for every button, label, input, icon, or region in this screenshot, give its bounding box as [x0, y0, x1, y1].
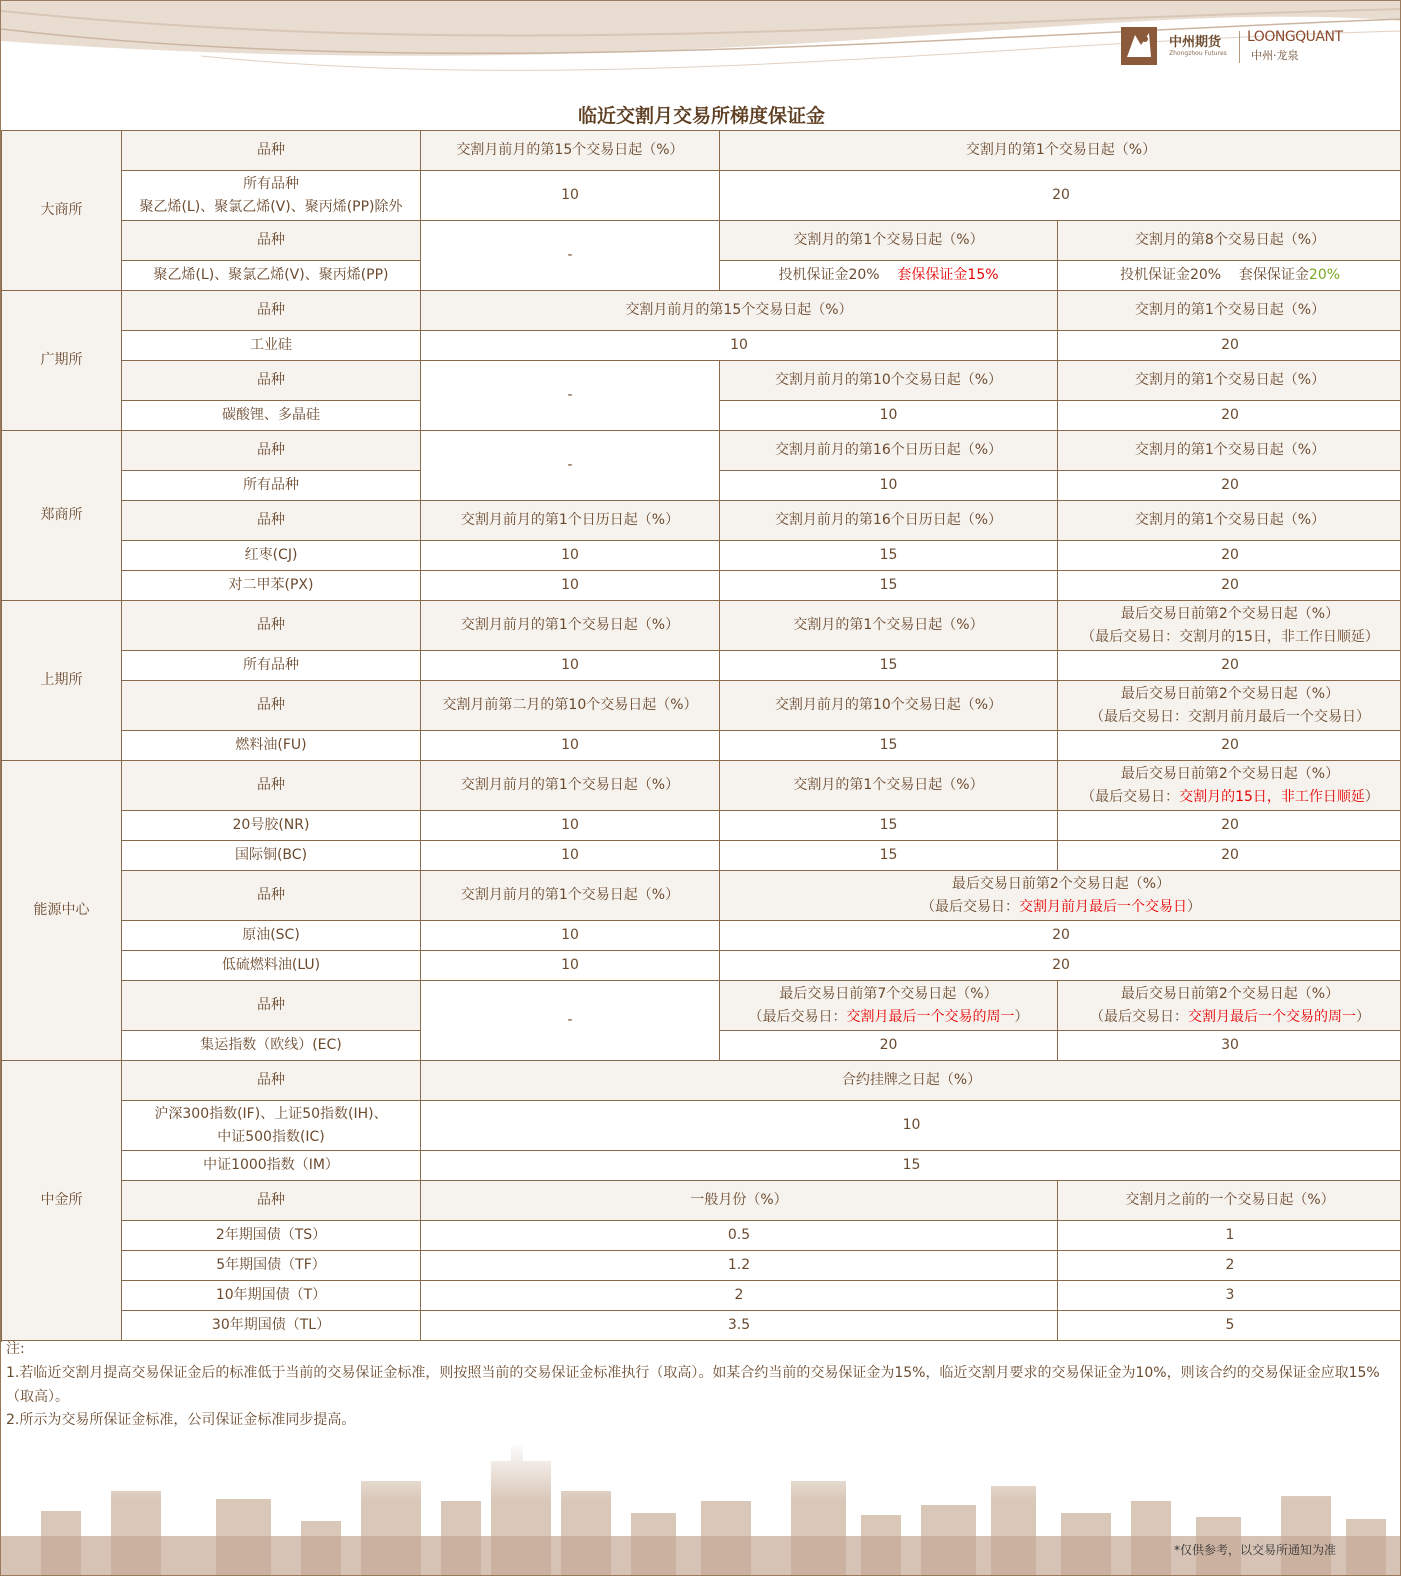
value-cell: 15 — [720, 571, 1058, 601]
header-cell: 最后交易日前第2个交易日起（%） （最后交易日：交割月的15日，非工作日顺延） — [1058, 601, 1401, 651]
value-cell: 20 — [1058, 331, 1401, 361]
variety-cell: 原油(SC) — [122, 921, 421, 951]
value-cell: 20 — [720, 1031, 1058, 1061]
value-cell: 3 — [1058, 1281, 1401, 1311]
header-cell: 品种 — [122, 361, 421, 401]
disclaimer-text: *仅供参考，以交易所通知为准 — [1173, 1543, 1336, 1557]
value-cell: 15 — [720, 541, 1058, 571]
value-cell: 15 — [720, 731, 1058, 761]
value-cell: 20 — [720, 921, 1401, 951]
header-cell: 品种 — [122, 131, 421, 171]
header-cell: 交割月的第1个交易日起（%） — [1058, 501, 1401, 541]
variety-cell: 中证1000指数（IM） — [122, 1151, 421, 1181]
table-row — [2, 331, 1401, 361]
table-row — [2, 1281, 1401, 1311]
header-cell: 交割月前月的第15个交易日起（%） — [421, 291, 1058, 331]
value-cell: 20 — [720, 171, 1401, 221]
header-cell: 品种 — [122, 501, 421, 541]
table-row — [2, 761, 1401, 811]
value-cell: 15 — [421, 1151, 1401, 1181]
variety-cell: 沪深300指数(IF)、上证50指数(IH)、 中证500指数(IC) — [122, 1101, 421, 1151]
value-cell: 20 — [720, 951, 1401, 981]
header-cell: 交割月前月的第1个交易日起（%） — [421, 601, 720, 651]
table-row — [2, 871, 1401, 921]
header-cell: 最后交易日前第2个交易日起（%） （最后交易日：交割月前月最后一个交易日） — [1058, 681, 1401, 731]
variety-cell: 聚乙烯(L)、聚氯乙烯(V)、聚丙烯(PP) — [122, 261, 421, 291]
table-row — [2, 1061, 1401, 1101]
header-cell: 交割月的第8个交易日起（%） — [1058, 221, 1401, 261]
exchange-gfex: 广期所 — [2, 291, 122, 431]
variety-cell: 所有品种 — [122, 471, 421, 501]
header-cell: 品种 — [122, 1181, 421, 1221]
value-cell: 20 — [1058, 731, 1401, 761]
logo-en-text: Zhongzhou Futures — [1169, 50, 1227, 57]
brand-logo — [1121, 25, 1371, 69]
header-cell: 交割月前月的第1个交易日起（%） — [421, 761, 720, 811]
header-cell: 交割月前月的第10个交易日起（%） — [720, 361, 1058, 401]
value-cell: 10 — [421, 331, 1058, 361]
value-cell: 15 — [720, 841, 1058, 871]
note-item: 2.所示为交易所保证金标准，公司保证金标准同步提高。 — [6, 1412, 356, 1429]
table-row — [2, 361, 1401, 401]
exchange-dce: 大商所 — [2, 131, 122, 291]
variety-cell: 5年期国债（TF） — [122, 1251, 421, 1281]
exchange-czce: 郑商所 — [2, 431, 122, 601]
value-cell: 投机保证金20% 套保保证金15% — [720, 261, 1058, 291]
value-cell: 2 — [421, 1281, 1058, 1311]
value-cell: - — [421, 981, 720, 1061]
header-cell: 交割月的第1个交易日起（%） — [720, 131, 1401, 171]
variety-cell: 所有品种 — [122, 651, 421, 681]
page-title: 临近交割月交易所梯度保证金 — [577, 105, 825, 127]
header-cell: 最后交易日前第2个交易日起（%） （最后交易日：交割月的15日，非工作日顺延） — [1058, 761, 1401, 811]
header-cell: 品种 — [122, 981, 421, 1031]
variety-cell: 2年期国债（TS） — [122, 1221, 421, 1251]
logo-quant-cn-text: 中州·龙泉 — [1251, 49, 1299, 62]
value-cell: 10 — [421, 171, 720, 221]
variety-cell: 碳酸锂、多晶硅 — [122, 401, 421, 431]
header-cell: 交割月前第二月的第10个交易日起（%） — [421, 681, 720, 731]
header-cell: 一般月份（%） — [421, 1181, 1058, 1221]
exchange-shfe: 上期所 — [2, 601, 122, 761]
header-cell: 交割月的第1个交易日起（%） — [720, 221, 1058, 261]
value-cell: 10 — [720, 401, 1058, 431]
table-row — [2, 1181, 1401, 1221]
table-row — [2, 1151, 1401, 1181]
table-row — [2, 1251, 1401, 1281]
table-row — [2, 731, 1401, 761]
logo-cn-text: 中州期货 — [1169, 35, 1222, 50]
header-cell: 品种 — [122, 601, 421, 651]
header-cell: 最后交易日前第7个交易日起（%） （最后交易日：交割月最后一个交易的周一） — [720, 981, 1058, 1031]
notes-label: 注: — [6, 1341, 25, 1357]
variety-cell: 国际铜(BC) — [122, 841, 421, 871]
value-cell: 20 — [1058, 401, 1401, 431]
value-cell: 15 — [720, 811, 1058, 841]
header-cell: 交割月前月的第1个交易日起（%） — [421, 871, 720, 921]
header-cell: 交割月前月的第16个日历日起（%） — [720, 501, 1058, 541]
value-cell: 20 — [1058, 541, 1401, 571]
value-cell: 投机保证金20% 套保保证金20% — [1058, 261, 1401, 291]
header-cell: 交割月前月的第15个交易日起（%） — [421, 131, 720, 171]
table-row — [2, 651, 1401, 681]
variety-cell: 30年期国债（TL） — [122, 1311, 421, 1341]
table-row — [2, 981, 1401, 1031]
logo-divider — [1239, 31, 1240, 63]
value-cell: 10 — [421, 651, 720, 681]
header-cell: 品种 — [122, 1061, 421, 1101]
notes-section — [6, 1338, 1396, 1433]
table-row — [2, 571, 1401, 601]
header-cell: 交割月的第1个交易日起（%） — [720, 601, 1058, 651]
exchange-ine: 能源中心 — [2, 761, 122, 1061]
note-item: 1.若临近交割月提高交易保证金后的标准低于当前的交易保证金标准，则按照当前的交易保证金标准执行（取高）。如某合约当前的交易保证金为15%，临近交割月要求的交易保证金为10%，则该合约的交易保证金应取15%（取高）。 — [6, 1364, 1380, 1405]
value-cell: 2 — [1058, 1251, 1401, 1281]
table-row — [2, 171, 1401, 221]
margin-table — [1, 130, 1401, 1341]
header-cell: 交割月的第1个交易日起（%） — [720, 761, 1058, 811]
table-row — [2, 291, 1401, 331]
header-cell: 交割月前月的第10个交易日起（%） — [720, 681, 1058, 731]
header-cell: 交割月的第1个交易日起（%） — [1058, 291, 1401, 331]
header-cell: 品种 — [122, 761, 421, 811]
header-cell: 品种 — [122, 681, 421, 731]
table-row — [2, 951, 1401, 981]
table-row — [2, 501, 1401, 541]
value-cell: 10 — [421, 731, 720, 761]
variety-cell: 集运指数（欧线）(EC) — [122, 1031, 421, 1061]
table-row — [2, 681, 1401, 731]
exchange-cffex: 中金所 — [2, 1061, 122, 1341]
value-cell: 10 — [421, 811, 720, 841]
header-cell: 最后交易日前第2个交易日起（%） （最后交易日：交割月前月最后一个交易日） — [720, 871, 1401, 921]
table-row — [2, 541, 1401, 571]
value-cell: 15 — [720, 651, 1058, 681]
variety-cell: 燃料油(FU) — [122, 731, 421, 761]
value-cell: 10 — [421, 921, 720, 951]
header-cell: 品种 — [122, 871, 421, 921]
variety-cell: 红枣(CJ) — [122, 541, 421, 571]
value-cell: 20 — [1058, 841, 1401, 871]
header-cell: 交割月之前的一个交易日起（%） — [1058, 1181, 1401, 1221]
value-cell: 3.5 — [421, 1311, 1058, 1341]
value-cell: 30 — [1058, 1031, 1401, 1061]
value-cell: 1 — [1058, 1221, 1401, 1251]
table-row — [2, 221, 1401, 261]
header-cell: 品种 — [122, 431, 421, 471]
header-cell: 品种 — [122, 221, 421, 261]
zhongzhou-logo-icon — [1121, 27, 1157, 65]
table-row — [2, 1101, 1401, 1151]
table-row — [2, 811, 1401, 841]
value-cell: - — [421, 221, 720, 291]
value-cell: 20 — [1058, 571, 1401, 601]
value-cell: 10 — [421, 571, 720, 601]
value-cell: 1.2 — [421, 1251, 1058, 1281]
variety-cell: 工业硅 — [122, 331, 421, 361]
value-cell: 10 — [421, 541, 720, 571]
table-row — [2, 1221, 1401, 1251]
value-cell: 5 — [1058, 1311, 1401, 1341]
value-cell: - — [421, 361, 720, 431]
value-cell: 10 — [720, 471, 1058, 501]
variety-cell: 低硫燃料油(LU) — [122, 951, 421, 981]
value-cell: - — [421, 431, 720, 501]
table-row — [2, 431, 1401, 471]
header-cell: 合约挂牌之日起（%） — [421, 1061, 1401, 1101]
header-cell: 交割月前月的第1个日历日起（%） — [421, 501, 720, 541]
value-cell: 10 — [421, 951, 720, 981]
table-row — [2, 1311, 1401, 1341]
header-cell: 品种 — [122, 291, 421, 331]
variety-cell: 20号胶(NR) — [122, 811, 421, 841]
value-cell: 20 — [1058, 651, 1401, 681]
table-row — [2, 841, 1401, 871]
variety-cell: 10年期国债（T） — [122, 1281, 421, 1311]
variety-cell: 对二甲苯(PX) — [122, 571, 421, 601]
value-cell: 20 — [1058, 811, 1401, 841]
table-row — [2, 921, 1401, 951]
variety-cell: 所有品种 聚乙烯(L)、聚氯乙烯(V)、聚丙烯(PP)除外 — [122, 171, 421, 221]
header-cell: 交割月前月的第16个日历日起（%） — [720, 431, 1058, 471]
table-row — [2, 601, 1401, 651]
value-cell: 10 — [421, 1101, 1401, 1151]
value-cell: 0.5 — [421, 1221, 1058, 1251]
header-cell: 最后交易日前第2个交易日起（%） （最后交易日：交割月最后一个交易的周一） — [1058, 981, 1401, 1031]
header-cell: 交割月的第1个交易日起（%） — [1058, 361, 1401, 401]
value-cell: 20 — [1058, 471, 1401, 501]
value-cell: 10 — [421, 841, 720, 871]
table-row — [2, 131, 1401, 171]
header-cell: 交割月的第1个交易日起（%） — [1058, 431, 1401, 471]
logo-quant-text: LOONGQUANT — [1247, 29, 1343, 45]
